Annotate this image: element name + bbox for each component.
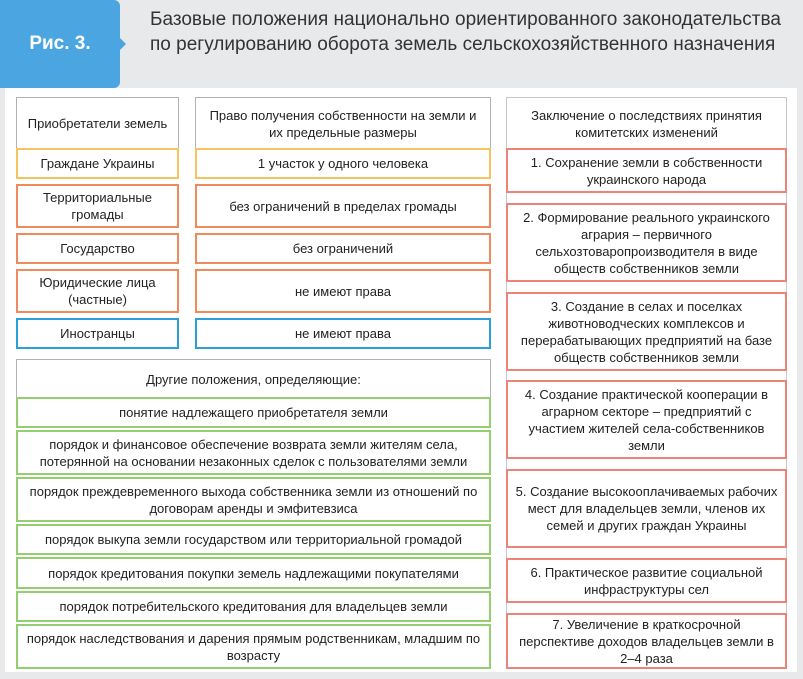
acquirers-header: Приобретатели земель — [16, 97, 179, 150]
conclusions-header: Заключение о последствиях принятия комитетских изменений — [508, 99, 785, 149]
conclusion-item: 1. Сохранение земли в собственности украинского народа — [506, 148, 787, 193]
provision-item: порядок потребительского кредитования для владельцев земли — [16, 591, 491, 622]
provision-item: порядок кредитования покупки земель надлежащими покупателями — [16, 557, 491, 589]
conclusion-item: 4. Создание практической кооперации в аграрном секторе – предприятий с участием жителей села-собственников земли — [506, 380, 787, 459]
conclusion-item: 2. Формирование реального украинского агрария – первичного сельхозтоваропроизводителя в виде обществ собственников земли — [506, 203, 787, 282]
conclusion-item: 7. Увеличение в краткосрочной перспективе доходов владельцев земли в 2–4 раза — [506, 613, 787, 669]
figure-title: Базовые положения национально ориентированного законодательства по регулированию оборота земель сельскохозяйственного назначения — [150, 9, 781, 55]
provision-item: понятие надлежащего приобретателя земли — [16, 397, 491, 428]
right-legal-entities: не имеют права — [195, 269, 491, 313]
provision-item: порядок преждевременного выхода собственника земли из отношений по договорам аренды и эмфитевзиса — [16, 477, 491, 522]
conclusion-item: 5. Создание высокооплачиваемых рабочих мест для владельцев земли, членов их семей и других граждан Украины — [506, 469, 787, 548]
diagram-panel — [5, 88, 797, 672]
rights-header: Право получения собственности на земли и их предельные размеры — [195, 97, 491, 150]
figure-label — [0, 0, 120, 88]
right-communities: без ограничений в пределах громады — [195, 184, 491, 228]
right-foreigners: не имеют права — [195, 318, 491, 349]
conclusion-item: 6. Практическое развитие социальной инфраструктуры сел — [506, 558, 787, 603]
acquirer-foreigners: Иностранцы — [16, 318, 179, 349]
right-citizens: 1 участок у одного человека — [195, 148, 491, 179]
acquirer-communities: Территориальные громады — [16, 184, 179, 228]
right-state: без ограничений — [195, 233, 491, 264]
acquirer-state: Государство — [16, 233, 179, 264]
provision-item: порядок наследствования и дарения прямым родственникам, младшим по возрасту — [16, 624, 491, 669]
provision-item: порядок и финансовое обеспечение возврата земли жителям села, потерянной на основании незаконных сделок с пользователями земли — [16, 430, 491, 475]
conclusion-item: 3. Создание в селах и поселках животноводческих комплексов и перерабатывающих предприятий на базе обществ собственников земли — [506, 292, 787, 371]
acquirer-citizens: Граждане Украины — [16, 148, 179, 179]
provision-item: порядок выкупа земли государством или территориальной громадой — [16, 524, 491, 555]
other-provisions-header: Другие положения, определяющие: — [16, 359, 491, 399]
figure-label-text: Рис. 3. — [29, 33, 91, 54]
acquirer-legal-entities: Юридические лица (частные) — [16, 269, 179, 313]
